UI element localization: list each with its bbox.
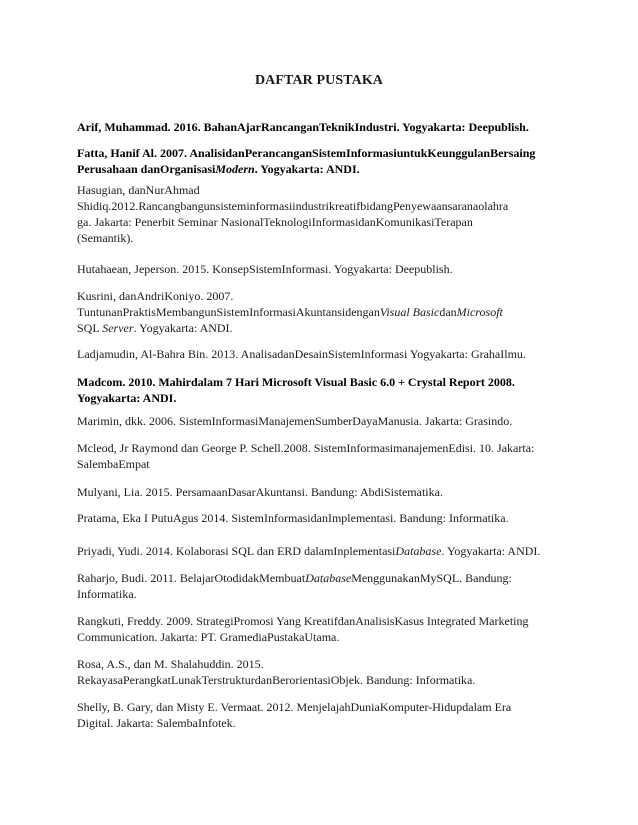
reference-text: dan — [439, 305, 457, 319]
reference-line: Rosa, A.S., dan M. Shalahuddin. 2015. — [77, 657, 264, 671]
reference-line: Yogyakarta: ANDI. — [77, 391, 177, 405]
reference-text: SQL — [77, 321, 103, 335]
reference-italic-text: Database — [395, 544, 442, 558]
reference-arif-2016 — [77, 119, 604, 135]
reference-italic-text: Database — [305, 571, 352, 585]
reference-priyadi-2014 — [77, 543, 604, 559]
reference-line: ga. Jakarta: Penerbit Seminar NasionalTeknologiInformasidanKomunikasiTerapan — [77, 215, 473, 229]
reference-kusrini-2007 — [77, 288, 604, 336]
reference-line: Ladjamudin, Al-Bahra Bin. 2013. AnalisadanDesainSistemInformasi Yogyakarta: GrahaIlmu. — [77, 347, 526, 361]
reference-line: Mulyani, Lia. 2015. PersamaanDasarAkuntansi. Bandung: AbdiSistematika. — [77, 485, 443, 499]
reference-line: Hasugian, danNurAhmad — [77, 183, 200, 197]
reference-line: Digital. Jakarta: SalembaInfotek. — [77, 716, 236, 730]
reference-line: Informatika. — [77, 587, 137, 601]
reference-line — [77, 161, 604, 177]
reference-line: Communication. Jakarta: PT. GramediaPustakaUtama. — [77, 630, 340, 644]
reference-text: Raharjo, Budi. 2011. BelajarOtodidakMembuat — [77, 571, 306, 585]
reference-rangkuti-2009 — [77, 613, 604, 645]
reference-line: (Semantik). — [77, 231, 134, 245]
reference-line — [77, 304, 604, 320]
reference-line: Madcom. 2010. Mahirdalam 7 Hari Microsoft Visual Basic 6.0 + Crystal Report 2008. — [77, 375, 515, 389]
reference-line: Marimin, dkk. 2006. SistemInformasiManajemenSumberDayaManusia. Jakarta: Grasindo. — [77, 414, 513, 428]
reference-line: RekayasaPerangkatLunakTerstrukturdanBerorientasiObjek. Bandung: Informatika. — [77, 673, 476, 687]
reference-shelly-2012 — [77, 699, 604, 731]
reference-line: Kusrini, danAndriKoniyo. 2007. — [77, 289, 234, 303]
reference-line: Arif, Muhammad. 2016. BahanAjarRancanganTeknikIndustri. Yogyakarta: Deepublish. — [77, 120, 529, 134]
reference-text: . Yogyakarta: ANDI. — [133, 321, 233, 335]
reference-text: TuntunanPraktisMembangunSistemInformasiAkuntansidengan — [77, 305, 380, 319]
reference-line: Shidiq.2012.Rancangbangunsisteminformasiindustrikreatifbidang​Penyewaansaranaolahra — [77, 199, 509, 213]
reference-hutahaean-2015 — [77, 261, 604, 277]
reference-line: Shelly, B. Gary, dan Misty E. Vermaat. 2012. MenjelajahDuniaKomputer-Hidupdalam Era — [77, 700, 512, 714]
reference-marimin-2006 — [77, 413, 604, 429]
reference-text: . Yogyakarta: ANDI. — [254, 162, 360, 176]
reference-text: MenggunakanMySQL. Bandung: — [351, 571, 512, 585]
reference-italic-text: Modern — [215, 162, 255, 176]
reference-mcleod-2008 — [77, 440, 604, 472]
page-title: DAFTAR PUSTAKA — [254, 73, 384, 88]
reference-line: Hutahaean, Jeperson. 2015. KonsepSistemInformasi. Yogyakarta: Deepublish. — [77, 262, 453, 276]
reference-italic-text: Visual Basic — [379, 305, 440, 319]
reference-line: Rangkuti, Freddy. 2009. StrategiPromosi Yang KreatifdanAnalisisKasus Integrated Marketing — [77, 614, 529, 628]
reference-text: Perusahaan danOrganisasi — [77, 162, 216, 176]
reference-line — [77, 570, 604, 586]
reference-pratama-2014 — [77, 510, 604, 526]
reference-mulyani-2015 — [77, 484, 604, 500]
reference-ladjamudin-2013 — [77, 346, 604, 362]
reference-text: Priyadi, Yudi. 2014. Kolaborasi SQL dan ERD dalamInplementasi — [77, 544, 396, 558]
reference-rosa-2015 — [77, 656, 604, 688]
reference-line: Mcleod, Jr Raymond dan George P. Schell.2008. SistemInformasimanajemenEdisi. 10. Jakarta: — [77, 441, 535, 455]
reference-italic-text: Microsoft — [456, 305, 503, 319]
reference-line: SalembaEmpat — [77, 457, 150, 471]
reference-text: . Yogyakarta: ANDI. — [441, 544, 541, 558]
reference-fatta-2007 — [77, 145, 604, 177]
reference-italic-text: Server — [102, 321, 134, 335]
reference-hasugian-2012 — [77, 182, 604, 246]
reference-line — [77, 320, 604, 336]
reference-line — [77, 543, 604, 559]
reference-madcom-2010 — [77, 374, 604, 406]
reference-raharjo-2011 — [77, 570, 604, 602]
reference-line: Fatta, Hanif Al. 2007. AnalisidanPerancanganSistemInformasiuntukKeunggulanBersaing — [77, 146, 536, 160]
reference-line: Pratama, Eka I PutuAgus 2014. SistemInformasidanImplementasi. Bandung: Informatika. — [77, 511, 509, 525]
